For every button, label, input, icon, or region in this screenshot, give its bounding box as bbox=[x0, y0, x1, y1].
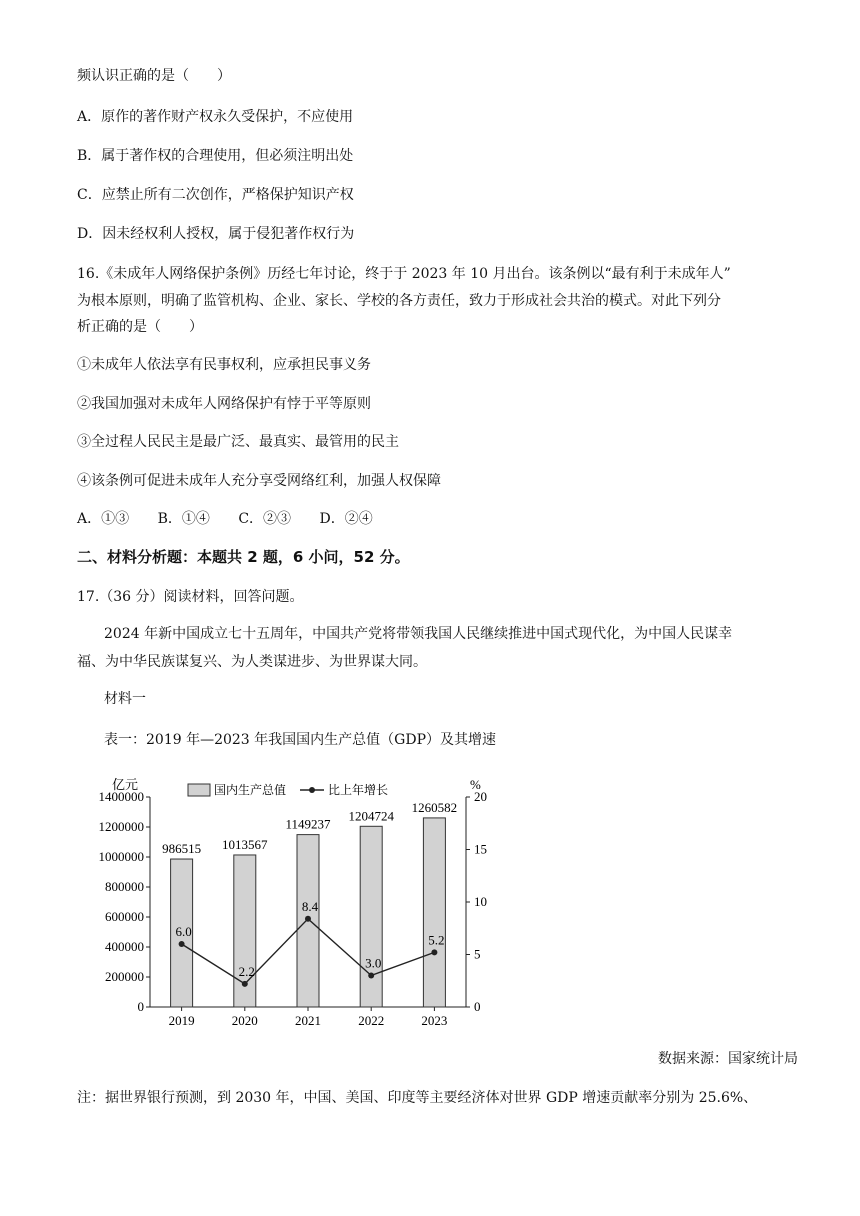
q15-option-b: B．属于著作权的合理使用，但必须注明出处 bbox=[77, 148, 354, 164]
gdp-chart bbox=[88, 772, 528, 1032]
growth-label: 6.0 bbox=[175, 924, 192, 939]
x-tick-label: 2019 bbox=[168, 1013, 195, 1028]
y-tick-label: 0 bbox=[137, 999, 144, 1014]
q15-stem-tail: 频认识正确的是（ ） bbox=[77, 68, 231, 84]
y2-tick-label: 0 bbox=[474, 999, 481, 1014]
q16-choice-d: D．②④ bbox=[319, 511, 373, 527]
y-tick-label: 400000 bbox=[105, 939, 144, 954]
q16-statement-3: ③全过程人民民主是最广泛、最真实、最管用的民主 bbox=[77, 434, 399, 450]
q16-choice-b: B．①④ bbox=[157, 511, 210, 527]
growth-label: 8.4 bbox=[301, 898, 319, 914]
gdp-bar-label: 1260582 bbox=[411, 799, 458, 815]
q15-option-d: D．因未经权利人授权，属于侵犯著作权行为 bbox=[77, 226, 355, 242]
gdp-bar-label: 1013567 bbox=[222, 836, 268, 852]
q16-line-1: 16.《未成年人网络保护条例》历经七年讨论，终于于 2023 年 10 月出台。该条例以“最有利于未成年人” bbox=[77, 266, 731, 282]
y-tick-label: 1400000 bbox=[98, 789, 144, 804]
section-2-title: 二、材料分析题：本题共 2 题，6 小问，52 分。 bbox=[77, 548, 410, 566]
y-tick-label: 1000000 bbox=[98, 849, 144, 864]
x-tick-label: 2023 bbox=[421, 1013, 448, 1028]
q17-note: 注：据世界银行预测，到 2030 年，中国、美国、印度等主要经济体对世界 GDP 增速贡献率分别为 25.6%、 bbox=[77, 1090, 758, 1106]
y2-tick-label: 15 bbox=[474, 841, 487, 857]
q16-choice-a: A．①③ bbox=[77, 511, 130, 527]
gdp-bar bbox=[423, 818, 445, 1007]
gdp-bar-label: 1149237 bbox=[285, 816, 331, 832]
y-tick-label: 1200000 bbox=[98, 819, 144, 834]
legend-line-marker bbox=[309, 787, 315, 793]
y-tick-label: 600000 bbox=[105, 909, 144, 924]
y2-tick-label: 20 bbox=[474, 789, 487, 804]
q16-line-2: 为根本原则，明确了监管机构、企业、家长、学校的各方责任，致力于形成社会共治的模式。对此下列分 bbox=[77, 293, 721, 309]
growth-label: 5.2 bbox=[428, 932, 445, 948]
q16-line-3: 析正确的是（ ） bbox=[77, 319, 203, 335]
growth-point bbox=[305, 916, 311, 922]
q15-option-c: C．应禁止所有二次创作，严格保护知识产权 bbox=[77, 187, 354, 203]
x-tick-label: 2022 bbox=[358, 1013, 385, 1028]
y-axis-title: 亿元 bbox=[112, 777, 139, 792]
gdp-bar bbox=[360, 826, 382, 1007]
q17-intro-line-2: 福、为中华民族谋复兴、为人类谋进步、为世界谋大同。 bbox=[77, 654, 427, 670]
growth-point bbox=[179, 941, 185, 947]
q16-choice-c: C．②③ bbox=[238, 511, 292, 527]
x-tick-label: 2021 bbox=[295, 1013, 321, 1028]
q16-statement-2: ②我国加强对未成年人网络保护有悖于平等原则 bbox=[77, 396, 371, 412]
legend-bar-label: 国内生产总值 bbox=[214, 783, 287, 797]
legend-line-label: 比上年增长 bbox=[328, 783, 389, 797]
q16-statement-4: ④该条例可促进未成年人充分享受网络红利，加强人权保障 bbox=[77, 473, 441, 489]
y2-axis-title: % bbox=[470, 777, 481, 792]
q16-statement-1: ①未成年人依法享有民事权利，应承担民事义务 bbox=[77, 357, 371, 373]
growth-point bbox=[368, 973, 374, 979]
q17-stem: 17.（36 分）阅读材料，回答问题。 bbox=[77, 589, 304, 605]
x-tick-label: 2020 bbox=[231, 1013, 258, 1028]
material-one-label: 材料一 bbox=[104, 691, 146, 707]
q15-option-a: A．原作的著作财产权永久受保护，不应使用 bbox=[77, 109, 354, 125]
data-source: 数据来源：国家统计局 bbox=[658, 1051, 798, 1067]
q16-choices bbox=[77, 509, 397, 529]
y-tick-label: 200000 bbox=[105, 969, 144, 984]
gdp-bar-label: 1204724 bbox=[348, 808, 394, 824]
growth-point bbox=[431, 949, 437, 955]
y2-tick-label: 5 bbox=[474, 946, 481, 962]
y-tick-label: 800000 bbox=[105, 879, 144, 894]
gdp-bar-label: 986515 bbox=[162, 841, 202, 857]
y2-tick-label: 10 bbox=[474, 894, 487, 909]
table-caption: 表一：2019 年—2023 年我国国内生产总值（GDP）及其增速 bbox=[104, 732, 496, 748]
growth-label: 2.2 bbox=[238, 963, 255, 979]
growth-point bbox=[242, 981, 248, 987]
legend-bar-swatch bbox=[188, 784, 210, 796]
q17-intro-line-1: 2024 年新中国成立七十五周年，中国共产党将带领我国人民继续推进中国式现代化，为中国人民谋幸 bbox=[104, 626, 733, 642]
growth-label: 3.0 bbox=[365, 955, 382, 971]
